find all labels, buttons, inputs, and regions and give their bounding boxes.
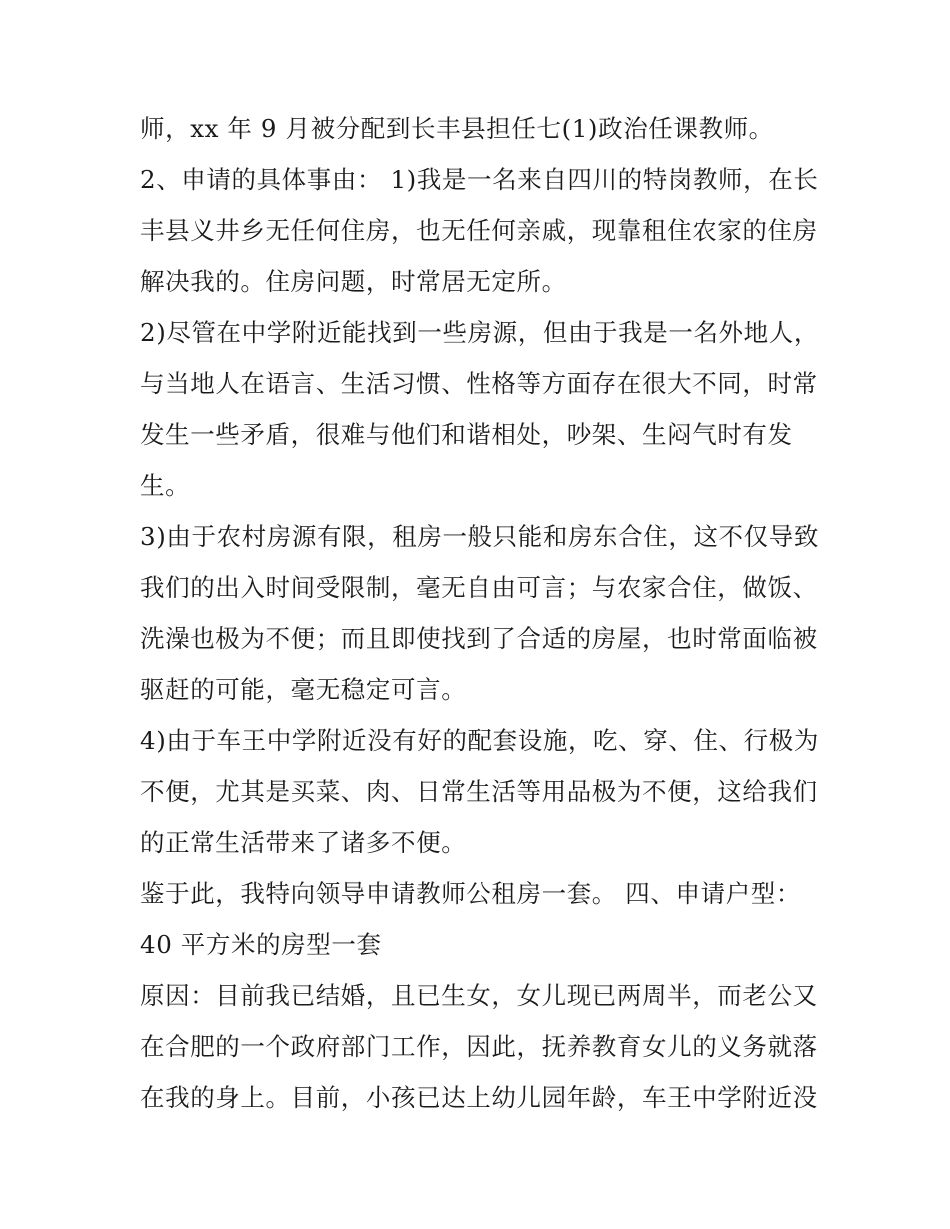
text-line: 40 平方米的房型一套 bbox=[140, 930, 382, 959]
text-line: 丰县义井乡无任何住房，也无任何亲戚，现靠租住农家的住房 bbox=[140, 216, 818, 245]
text-line: 驱赶的可能，毫无稳定可言。 bbox=[140, 675, 467, 704]
text-line: 3)由于农村房源有限，租房一般只能和房东合住，这不仅导致 bbox=[140, 522, 819, 551]
text-line: 不便，尤其是买菜、肉、日常生活等用品极为不便，这给我们 bbox=[140, 777, 818, 806]
text-line: 原因：目前我已结婚，且已生女，女儿现已两周半，而老公又 bbox=[140, 981, 818, 1010]
text-line: 与当地人在语言、生活习惯、性格等方面存在很大不同，时常 bbox=[140, 369, 818, 398]
text-line: 在合肥的一个政府部门工作，因此，抚养教育女儿的义务就落 bbox=[140, 1032, 818, 1061]
text-line: 洗澡也极为不便；而且即使找到了合适的房屋，也时常面临被 bbox=[140, 624, 818, 653]
text-line: 2)尽管在中学附近能找到一些房源，但由于我是一名外地人， bbox=[140, 318, 819, 347]
text-line: 鉴于此，我特向领导申请教师公租房一套。 四、申请户型： bbox=[140, 879, 801, 908]
text-line: 解决我的。住房问题，时常居无定所。 bbox=[140, 267, 567, 296]
text-line: 4)由于车王中学附近没有好的配套设施，吃、穿、住、行极为 bbox=[140, 726, 819, 755]
text-line: 2、申请的具体事由： 1)我是一名来自四川的特岗教师，在长 bbox=[140, 165, 819, 194]
text-line: 的正常生活带来了诸多不便。 bbox=[140, 828, 467, 857]
text-line: 我们的出入时间受限制，毫无自由可言；与农家合住，做饭、 bbox=[140, 573, 818, 602]
text-line: 生。 bbox=[140, 471, 191, 500]
text-line: 在我的身上。目前，小孩已达上幼儿园年龄，车王中学附近没 bbox=[140, 1083, 818, 1112]
text-line: 师，xx 年 9 月被分配到长丰县担任七(1)政治任课教师。 bbox=[140, 114, 774, 143]
text-line: 发生一些矛盾，很难与他们和谐相处，吵架、生闷气时有发 bbox=[140, 420, 793, 449]
document-body bbox=[140, 108, 820, 1128]
